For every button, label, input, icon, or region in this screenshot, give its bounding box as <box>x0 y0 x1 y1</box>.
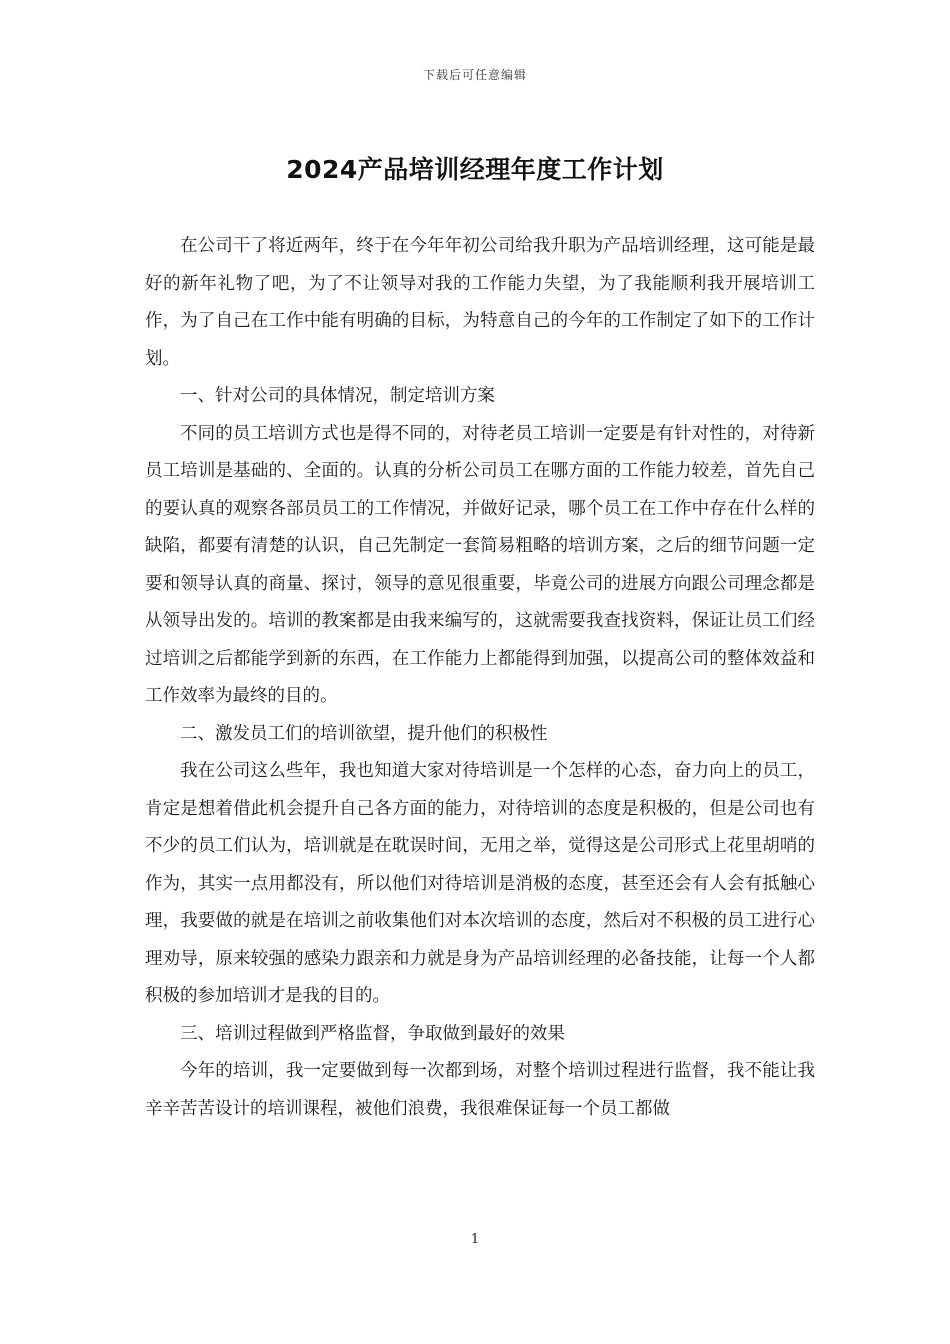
page-number: 1 <box>470 1232 480 1247</box>
paragraph-section-1: 不同的员工培训方式也是得不同的，对待老员工培训一定要是有针对性的，对待新员工培训是基础的、全面的。认真的分析公司员工在哪方面的工作能力较差，首先自己的要认真的观察各部员员工的工作情况，并做好记录，哪个员工在工作中存在什么样的缺陷，都要有清楚的认识，自己先制定一套简易粗略的培训方案，之后的细节问题一定要和领导认真的商量、探讨，领导的意见很重要，毕竟公司的进展方向跟公司理念都是从领导出发的。培训的教案都是由我来编写的，这就需要我查找资料，保证让员工们经过培训之后都能学到新的东西，在工作能力上都能得到加强，以提高公司的整体效益和工作效率为最终的目的。 <box>145 423 815 706</box>
header-note: 下载后可任意编辑 <box>422 68 527 82</box>
section-heading-1: 一、针对公司的具体情况，制定培训方案 <box>180 386 495 406</box>
section-heading-2: 二、激发员工们的培训欲望，提升他们的积极性 <box>180 723 548 744</box>
paragraph-section-2: 我在公司这么些年，我也知道大家对待培训是一个怎样的心态，奋力向上的员工，肯定是想着借此机会提升自己各方面的能力，对待培训的态度是积极的，但是公司也有不少的员工们认为，培训就是在耽误时间，无用之举，觉得这是公司形式上花里胡哨的作为，其实一点用都没有，所以他们对待培训是消极的态度，甚至还会有人会有抵触心理，我要做的就是在培训之前收集他们对本次培训的态度，然后对不积极的员工进行心理劝导，原来较强的感染力跟亲和力就是身为产品培训经理的必备技能，让每一个人都积极的参加培训才是我的目的。 <box>145 761 815 1006</box>
paragraph-section-3: 今年的培训，我一定要做到每一次都到场，对整个培训过程进行监督，我不能让我辛辛苦苦设计的培训课程，被他们浪费，我很难保证每一个员工都做 <box>145 1061 815 1119</box>
document-title: 2024产品培训经理年度工作计划 <box>286 155 664 184</box>
document-body <box>145 228 815 1128</box>
section-heading-3: 三、培训过程做到严格监督，争取做到最好的效果 <box>180 1023 565 1044</box>
paragraph-intro: 在公司干了将近两年，终于在今年年初公司给我升职为产品培训经理，这可能是最好的新年礼物了吧，为了不让领导对我的工作能力失望，为了我能顺利我开展培训工作，为了自己在工作中能有明确的目标，为特意自己的今年的工作制定了如下的工作计划。 <box>145 236 815 369</box>
